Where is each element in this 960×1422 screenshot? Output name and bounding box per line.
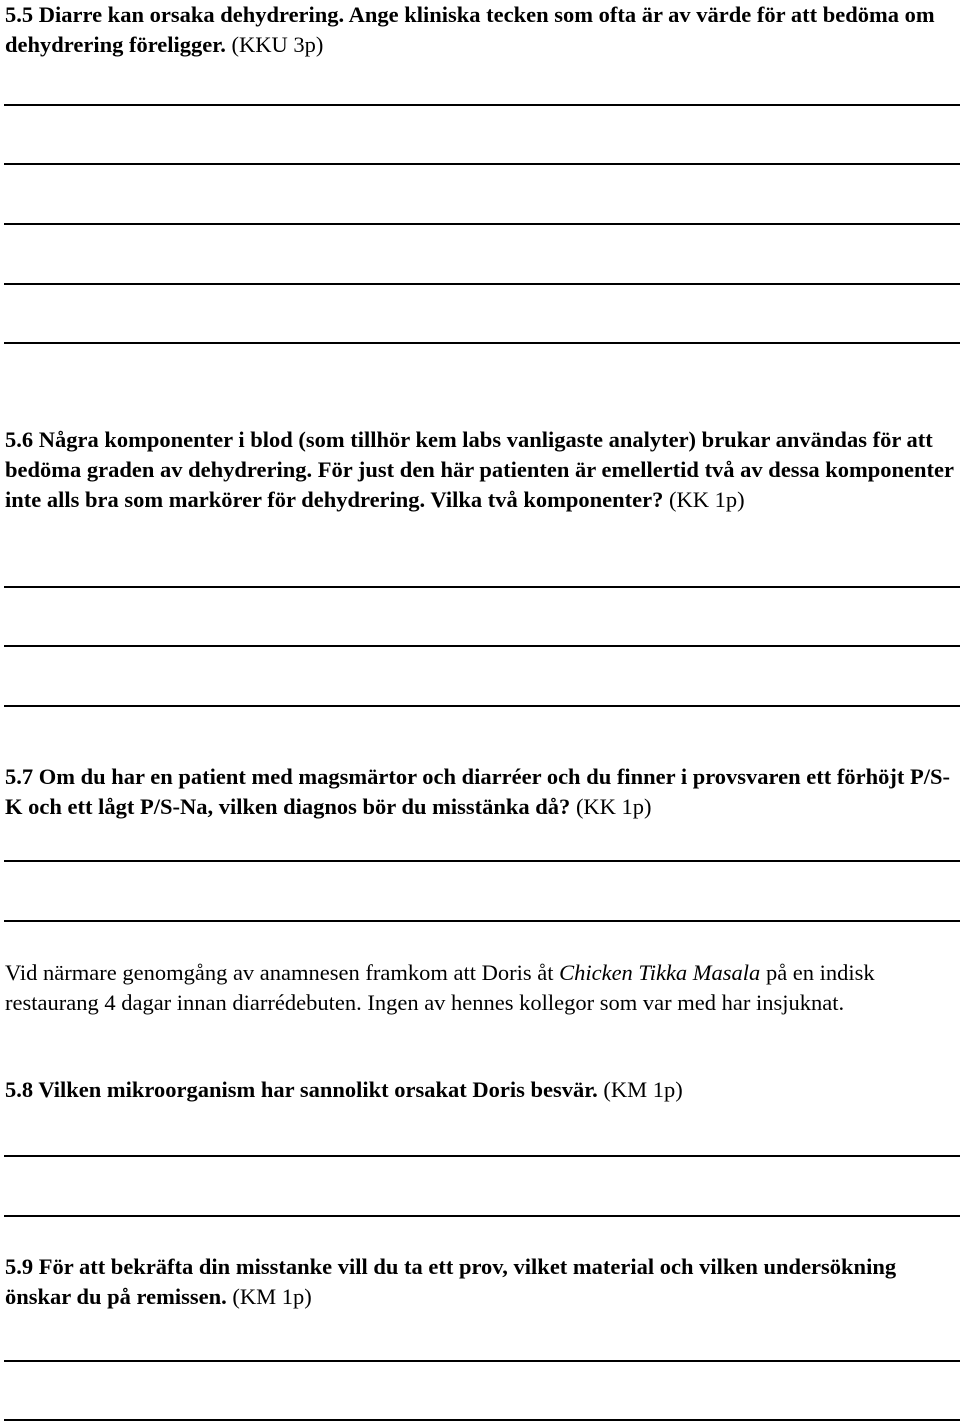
answer-line-5-5-2[interactable] <box>4 163 960 165</box>
answer-line-5-9-1[interactable] <box>4 1360 960 1362</box>
answer-line-5-5-4[interactable] <box>4 283 960 285</box>
answer-line-5-9-2[interactable] <box>4 1419 960 1421</box>
question-5-5 <box>5 0 955 60</box>
answer-line-5-6-3[interactable] <box>4 705 960 707</box>
question-5-8-points: (KM 1p) <box>597 1077 683 1102</box>
question-5-6 <box>5 425 955 515</box>
question-5-9 <box>5 1252 955 1312</box>
question-5-8-text: 5.8 Vilken mikroorganism har sannolikt orsakat Doris besvär. <box>5 1077 598 1102</box>
question-5-7-points: (KK 1p) <box>570 794 652 819</box>
question-5-6-text: 5.6 Några komponenter i blod (som tillhör kem labs vanligaste analyter) brukar användas för att bedöma graden av dehydrering. För just den här patienten är emellertid två av dessa komponenter inte alls bra som markörer för dehydrering. Vilka två komponenter? <box>5 427 954 512</box>
answer-line-5-6-2[interactable] <box>4 645 960 647</box>
question-5-6-points: (KK 1p) <box>663 487 745 512</box>
question-5-5-points: (KKU 3p) <box>225 32 324 57</box>
answer-line-5-8-1[interactable] <box>4 1155 960 1157</box>
dish-name: Chicken Tikka Masala <box>559 960 761 985</box>
answer-line-5-8-2[interactable] <box>4 1215 960 1217</box>
question-5-7-text: 5.7 Om du har en patient med magsmärtor och diarréer och du finner i provsvaren ett förhöjt P/S-K och ett lågt P/S-Na, vilken diagnos bör du misstänka då? <box>5 764 950 819</box>
question-5-7 <box>5 762 955 822</box>
answer-line-5-7-1[interactable] <box>4 860 960 862</box>
answer-line-5-7-2[interactable] <box>4 920 960 922</box>
answer-line-5-5-5[interactable] <box>4 342 960 344</box>
answer-line-5-5-3[interactable] <box>4 223 960 225</box>
answer-line-5-6-1[interactable] <box>4 586 960 588</box>
question-5-8 <box>5 1075 955 1105</box>
answer-line-5-5-1[interactable] <box>4 104 960 106</box>
question-5-9-text: 5.9 För att bekräfta din misstanke vill du ta ett prov, vilket material och vilken undersökning önskar du på remissen. <box>5 1254 897 1309</box>
case-info-part1: Vid närmare genomgång av anamnesen framkom att Doris åt <box>5 960 560 985</box>
question-5-5-text: 5.5 Diarre kan orsaka dehydrering. Ange kliniska tecken som ofta är av värde för att bedöma om dehydrering föreligger. <box>5 2 935 57</box>
case-information <box>5 958 955 1018</box>
question-5-9-points: (KM 1p) <box>226 1284 312 1309</box>
case-info-part2: på en indisk restaurang 4 dagar innan diarrédebuten. Ingen av hennes kollegor som var med har insjuknat. <box>5 960 875 1015</box>
